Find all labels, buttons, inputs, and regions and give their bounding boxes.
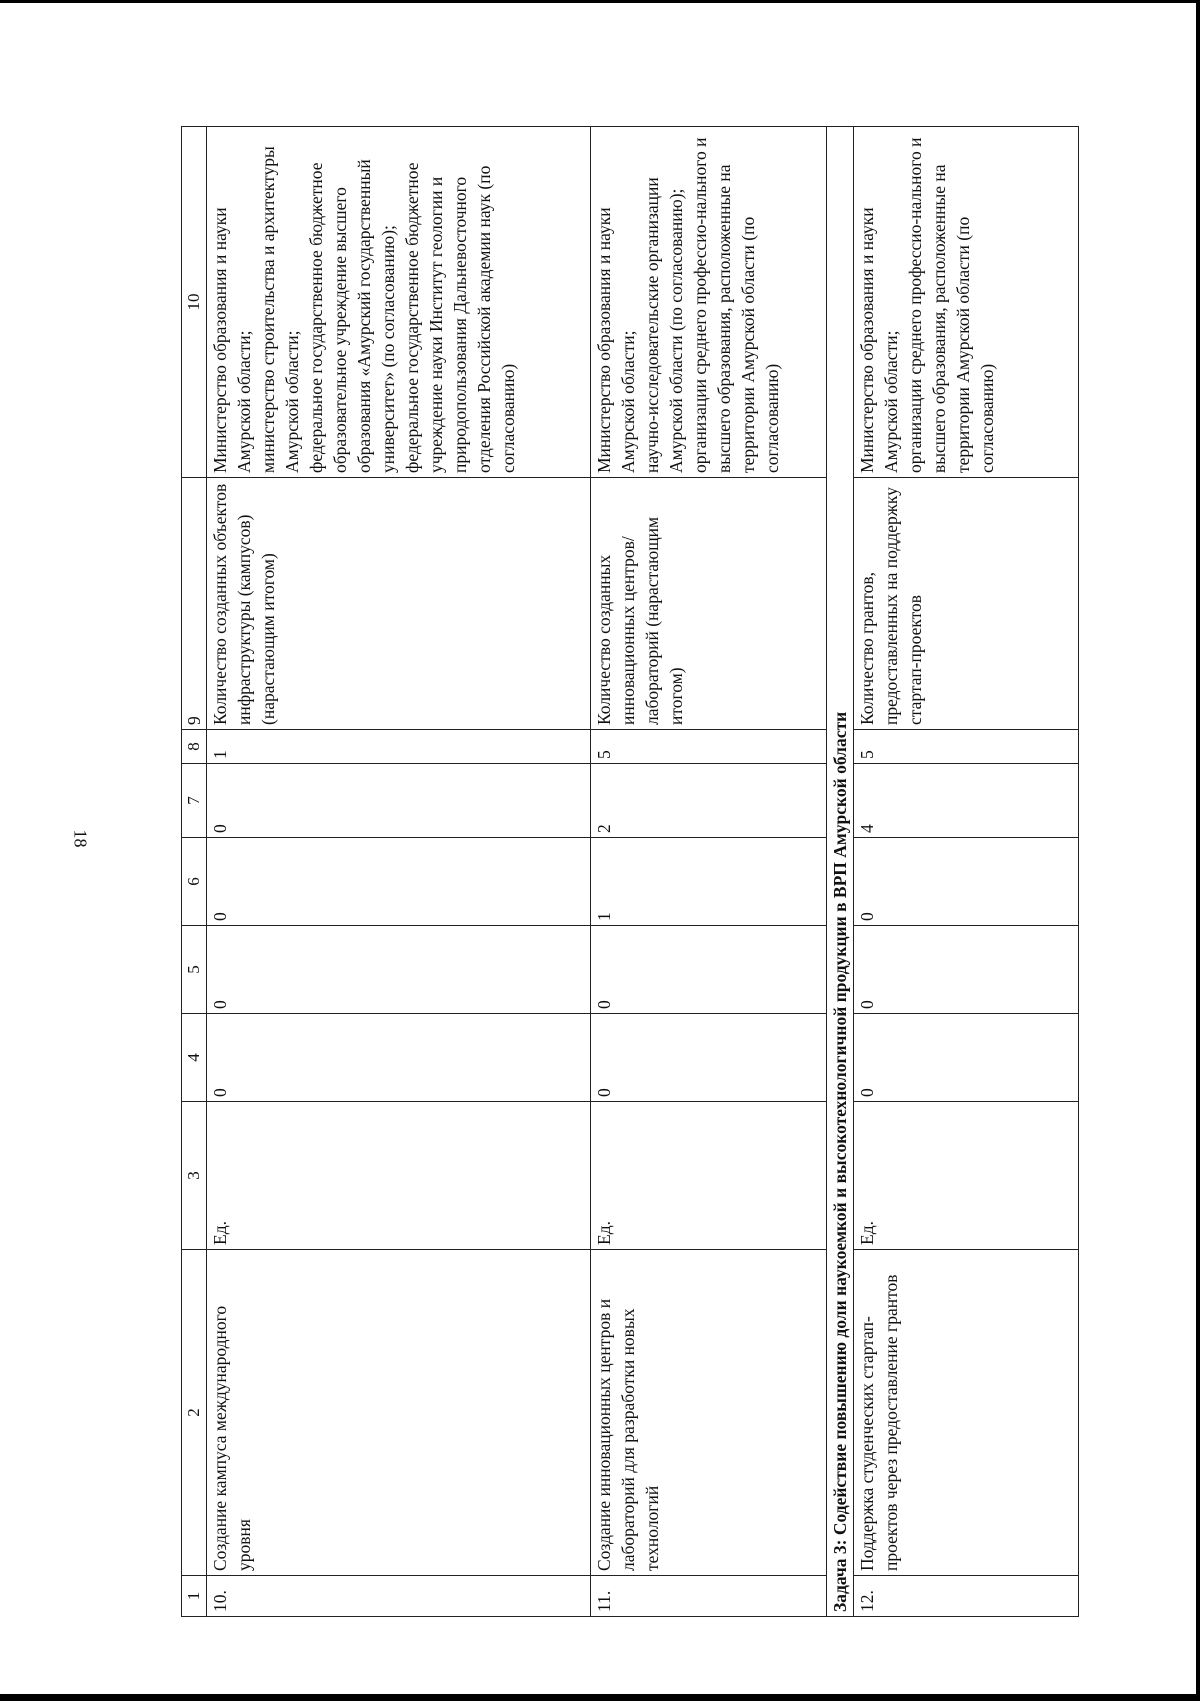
indicator: Количество грантов, предоставленных на поддержку стартап-проектов xyxy=(854,478,1079,730)
value-col-5: 0 xyxy=(854,926,1079,1014)
responsible-item: организации среднего профессио-нального и высшего образования, расположенные на территории Амурской области (по согласованию) xyxy=(690,137,782,473)
page-number: 18 xyxy=(70,829,91,848)
responsible-item: Министерство образования и науки Амурской области; xyxy=(594,207,638,473)
value-col-6: 1 xyxy=(591,838,827,926)
scan-border-top xyxy=(0,0,1200,3)
col-header-4: 4 xyxy=(182,1014,207,1102)
value-col-4: 0 xyxy=(207,1014,591,1102)
responsible-list xyxy=(207,127,591,478)
responsible-list xyxy=(854,127,1079,478)
col-header-9: 9 xyxy=(182,478,207,730)
col-header-10: 10 xyxy=(182,127,207,478)
unit: Ед. xyxy=(591,1102,827,1250)
plan-table xyxy=(181,126,1079,1617)
row-number: 11. xyxy=(591,1576,827,1617)
value-col-5: 0 xyxy=(207,926,591,1014)
responsible-item: научно-исследовательские организации Амурской области (по согласованию); xyxy=(642,177,686,473)
value-col-6: 0 xyxy=(207,838,591,926)
value-col-4: 0 xyxy=(591,1014,827,1102)
value-col-8: 1 xyxy=(207,730,591,764)
responsible-item: Министерство образования и науки Амурской области; xyxy=(210,207,254,473)
table-row xyxy=(591,127,827,1617)
value-col-8: 5 xyxy=(854,730,1079,764)
col-header-3: 3 xyxy=(182,1102,207,1250)
activity-name: Поддержка студенческих стартап-проектов через предоставление грантов xyxy=(854,1250,1079,1576)
value-col-5: 0 xyxy=(591,926,827,1014)
col-header-8: 8 xyxy=(182,730,207,764)
row-number: 10. xyxy=(207,1576,591,1617)
table-row xyxy=(854,127,1079,1617)
value-col-7: 2 xyxy=(591,764,827,838)
col-header-5: 5 xyxy=(182,926,207,1014)
task-row xyxy=(827,127,854,1617)
responsible-item: организации среднего профессио-нального и высшего образования, расположенные на территории Амурской области (по согласованию) xyxy=(905,137,997,473)
unit: Ед. xyxy=(854,1102,1079,1250)
value-col-4: 0 xyxy=(854,1014,1079,1102)
value-col-8: 5 xyxy=(591,730,827,764)
responsible-item: министерство строительства и архитектуры Амурской области; xyxy=(258,146,302,473)
responsible-list xyxy=(591,127,827,478)
task-heading: Задача 3: Содействие повышению доли наукоемкой и высокотехнологичной продукции в ВРП Амурской области xyxy=(827,127,854,1617)
col-header-1: 1 xyxy=(182,1576,207,1617)
value-col-6: 0 xyxy=(854,838,1079,926)
value-col-7: 0 xyxy=(207,764,591,838)
indicator: Количество созданных объектов инфраструктуры (кампусов) (нарастающим итогом) xyxy=(207,478,591,730)
activity-name: Создание кампуса международного уровня xyxy=(207,1250,591,1576)
responsible-item: федеральное государственное бюджетное образовательное учреждение высшего образования «Амурский государственный университет» (по согласованию); xyxy=(306,159,398,473)
col-header-2: 2 xyxy=(182,1250,207,1576)
column-number-row xyxy=(182,127,207,1617)
rotated-table-wrapper xyxy=(181,127,1079,1617)
col-header-6: 6 xyxy=(182,838,207,926)
activity-name: Создание инновационных центров и лабораторий для разработки новых технологий xyxy=(591,1250,827,1576)
indicator: Количество созданных инновационных центров/лабораторий (нарастающим итогом) xyxy=(591,478,827,730)
row-number: 12. xyxy=(854,1576,1079,1617)
scan-border-right xyxy=(1196,0,1200,1701)
table-row xyxy=(207,127,591,1617)
col-header-7: 7 xyxy=(182,764,207,838)
responsible-item: федеральное государственное бюджетное учреждение науки Институт геологии и природопользования Дальневосточного отделения Российской академии наук (по согласованию) xyxy=(402,162,518,473)
value-col-7: 4 xyxy=(854,764,1079,838)
responsible-item: Министерство образования и науки Амурской области; xyxy=(857,207,901,473)
unit: Ед. xyxy=(207,1102,591,1250)
scan-border-bottom xyxy=(0,1694,1200,1701)
